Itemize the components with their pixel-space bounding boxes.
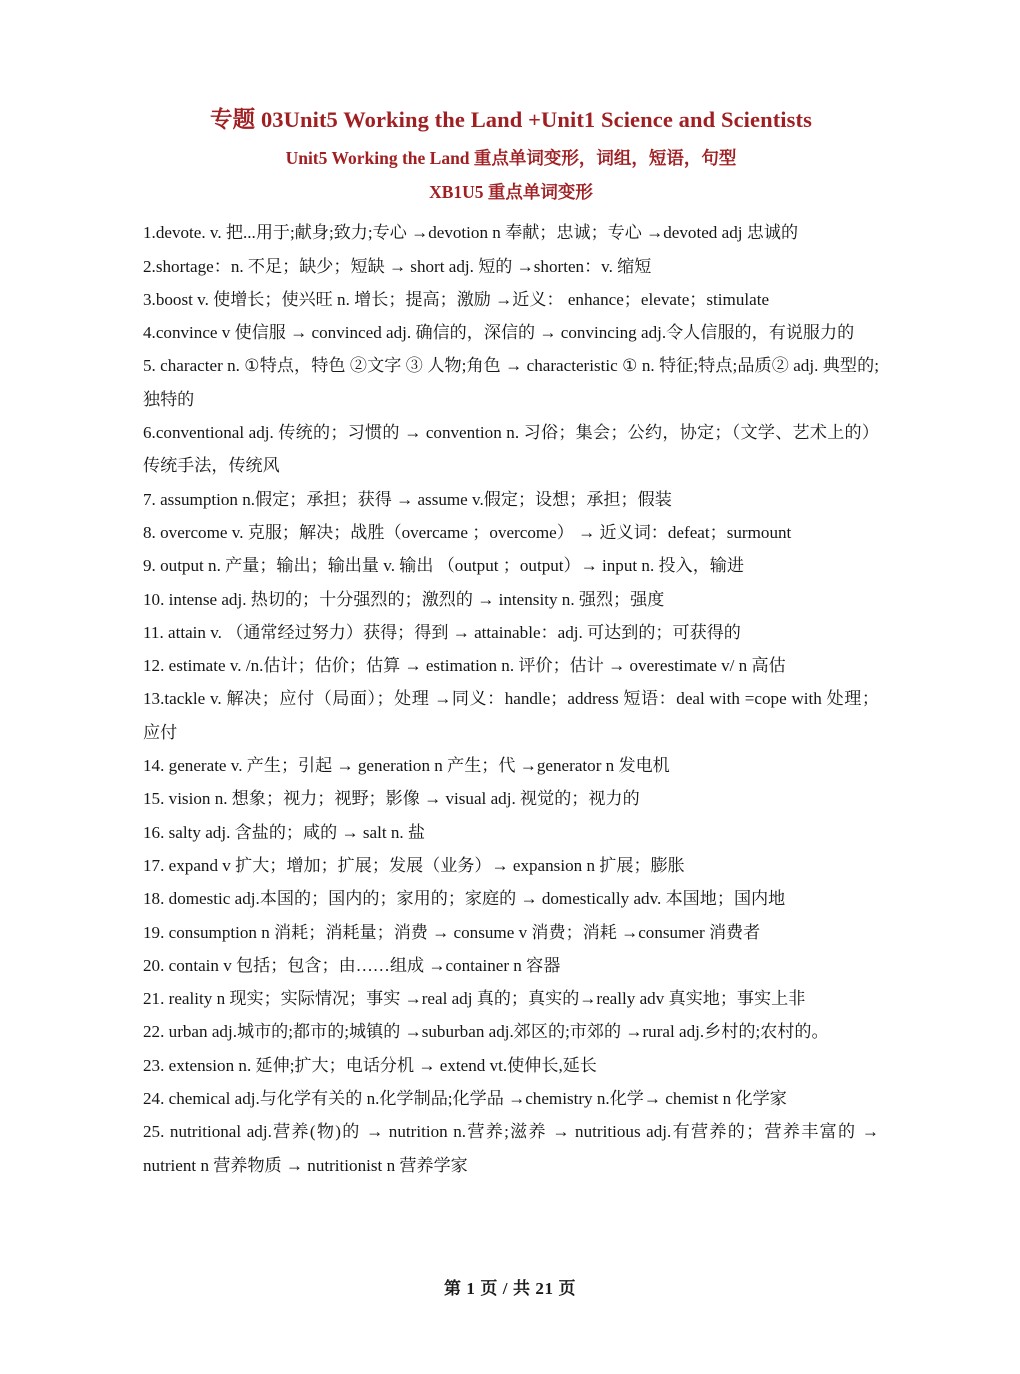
- vocabulary-entry: 7. assumption n.假定；承担；获得 → assume v.假定；设想；承担；假装: [143, 489, 672, 509]
- vocabulary-entry: 21. reality n 现实；实际情况；事实 →real adj 真的；真实的→really adv 真实地；事实上非: [143, 989, 806, 1009]
- document-body: [143, 0, 879, 1182]
- page-subtitle-secondary: XB1U5 重点单词变形: [429, 181, 593, 202]
- vocabulary-entry: 1.devote. v. 把...用于;献身;致力;专心 →devotion n 奉献；忠诚；专心 →devoted adj 忠诚的: [143, 223, 799, 243]
- page-footer: 第 1 页 / 共 21 页: [443, 1279, 577, 1298]
- vocabulary-entry: 25. nutritional adj.营养(物)的 → nutrition n.营养;滋养 → nutritious adj.有营养的；营养丰富的 → nutrient n 营养物质 → nutritionist n 营养学家: [143, 1122, 879, 1175]
- vocabulary-entry: 14. generate v. 产生；引起 → generation n 产生；代 →generator n 发电机: [143, 756, 670, 776]
- vocabulary-entry: 8. overcome v. 克服；解决；战胜（overcame ；overcome） → 近义词：defeat；surmount: [143, 522, 792, 542]
- vocabulary-entry: 16. salty adj. 含盐的；咸的 → salt n. 盐: [143, 822, 426, 842]
- vocabulary-entry: 4.convince v 使信服 → convinced adj. 确信的，深信的 → convincing adj.令人信服的，有说服力的: [143, 323, 855, 343]
- vocabulary-entry: 10. intense adj. 热切的；十分强烈的；激烈的 → intensity n. 强烈；强度: [143, 589, 665, 609]
- vocabulary-entry: 15. vision n. 想象；视力；视野；影像 → visual adj. 视觉的；视力的: [143, 789, 640, 809]
- vocabulary-entry: 9. output n. 产量；输出；输出量 v. 输出 （output ；output）→ input n. 投入，输进: [143, 556, 744, 576]
- vocabulary-entry: 11. attain v. （通常经过努力）获得；得到 → attainable：adj. 可达到的；可获得的: [143, 622, 741, 642]
- vocabulary-entry: 5. character n. ①特点，特色 ②文字 ③ 人物;角色 → characteristic ① n. 特征;特点;品质② adj. 典型的;独特的: [143, 356, 879, 409]
- page-subtitle: Unit5 Working the Land 重点单词变形，词组，短语，句型: [285, 147, 737, 168]
- vocabulary-entry: 18. domestic adj.本国的；国内的；家用的；家庭的 → domestically adv. 本国地；国内地: [143, 889, 786, 909]
- vocabulary-entry: 23. extension n. 延伸;扩大；电话分机 → extend vt.使伸长,延长: [143, 1055, 597, 1075]
- vocabulary-entry: 17. expand v 扩大；增加；扩展；发展（业务）→ expansion n 扩展；膨胀: [143, 855, 685, 875]
- vocabulary-entry: 24. chemical adj.与化学有关的 n.化学制品;化学品 →chemistry n.化学→ chemist n 化学家: [143, 1089, 787, 1109]
- vocabulary-entry: 13.tackle v. 解决；应付（局面）；处理 →同义：handle；address 短语：deal with =cope with 处理；应付: [143, 689, 879, 742]
- vocabulary-entry: 20. contain v 包括；包含；由……组成 →container n 容器: [143, 955, 561, 975]
- vocabulary-entry: 12. estimate v. /n.估计；估价；估算 → estimation n. 评价；估计 → overestimate v/ n 高估: [143, 656, 786, 676]
- vocabulary-entry: 19. consumption n 消耗；消耗量；消费 → consume v 消费；消耗 →consumer 消费者: [143, 922, 761, 942]
- vocabulary-entry-list: [143, 216, 879, 1182]
- vocabulary-entry: 6.conventional adj. 传统的；习惯的 → convention n. 习俗；集会；公约，协定；（文学、艺术上的）传统手法，传统风: [143, 423, 879, 476]
- page-title: 专题 03Unit5 Working the Land +Unit1 Science and Scientists: [210, 107, 812, 132]
- vocabulary-entry: 3.boost v. 使增长；使兴旺 n. 增长；提高；激励 →近义： enhance；elevate；stimulate: [143, 289, 770, 309]
- vocabulary-entry: 22. urban adj.城市的;都市的;城镇的 →suburban adj.郊区的;市郊的 →rural adj.乡村的;农村的。: [143, 1022, 829, 1042]
- vocabulary-entry: 2.shortage：n. 不足；缺少；短缺 → short adj. 短的 →shorten：v. 缩短: [143, 256, 652, 276]
